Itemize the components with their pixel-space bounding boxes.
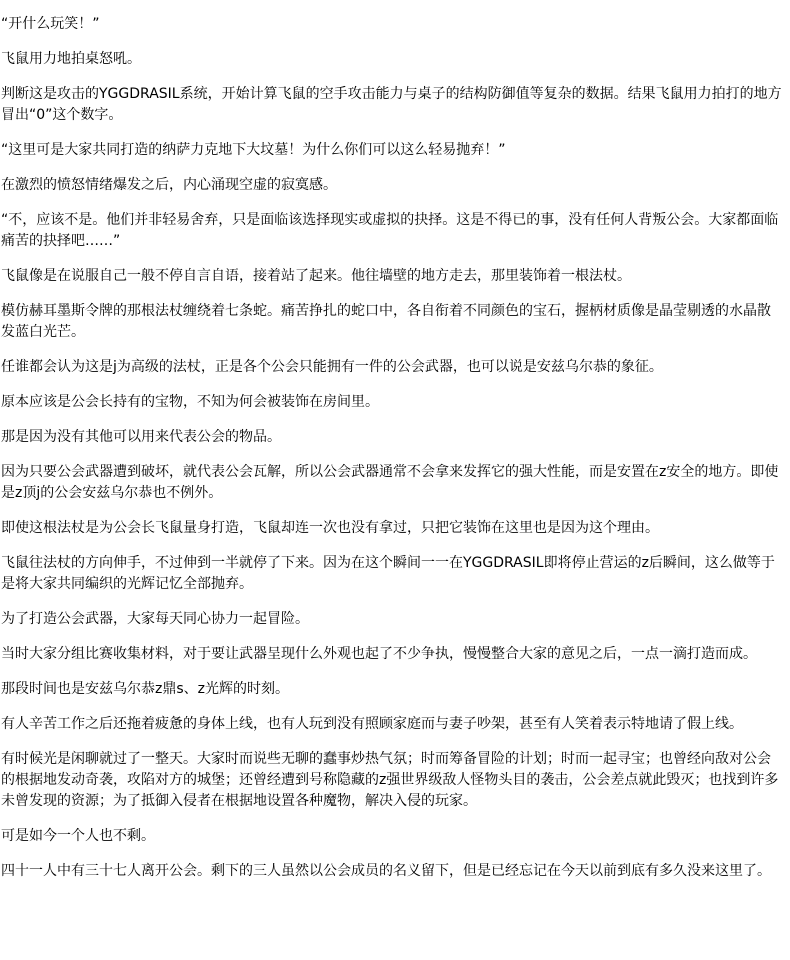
paragraph-6: “不，应该不是。他们并非轻易舍弃，只是面临该选择现实或虚拟的抉择。这是不得已的事，没有任何人背叛公会。大家都面临痛苦的抉择吧……” (1, 212, 779, 249)
paragraph-19: 有时候光是闲聊就过了一整天。大家时而说些无聊的蠢事炒热气氛；时而筹备冒险的计划；时而一起寻宝；也曾经向敌对公会的根据地发动奇袭，攻陷对方的城堡；还曾经遭到号称隐藏的z强世界级敌人怪物头目的袭击，公会差点就此毁灭；也找到许多未曾发现的资源；为了抵御入侵者在根据地设置各种魔物，解决入侵的玩家。 (1, 751, 779, 809)
paragraph-17: 那段时间也是安兹乌尔恭z鼎s、z光辉的时刻。 (1, 681, 289, 697)
paragraph-8: 模仿赫耳墨斯令牌的那根法杖缠绕着七条蛇。痛苦挣扎的蛇口中，各自衔着不同颜色的宝石，握柄材质像是晶莹剔透的水晶散发蓝白光芒。 (1, 303, 771, 340)
paragraph-1: “开什么玩笑！” (1, 16, 100, 32)
paragraph-10: 原本应该是公会长持有的宝物，不知为何会被装饰在房间里。 (1, 394, 379, 410)
paragraph-20: 可是如今一个人也不剩。 (1, 828, 155, 844)
paragraph-12: 因为只要公会武器遭到破坏，就代表公会瓦解，所以公会武器通常不会拿来发挥它的强大性能，而是安置在z安全的地方。即使是z顶j的公会安兹乌尔恭也不例外。 (1, 464, 779, 501)
paragraph-9: 任谁都会认为这是j为高级的法杖，正是各个公会只能拥有一件的公会武器，也可以说是安兹乌尔恭的象征。 (1, 359, 663, 375)
paragraph-2: 飞鼠用力地拍桌怒吼。 (1, 51, 141, 67)
paragraph-18: 有人辛苦工作之后还拖着疲惫的身体上线，也有人玩到没有照顾家庭而与妻子吵架，甚至有人笑着表示特地请了假上线。 (1, 716, 743, 732)
paragraph-15: 为了打造公会武器，大家每天同心协力一起冒险。 (1, 611, 309, 627)
paragraph-5: 在激烈的愤怒情绪爆发之后，内心涌现空虚的寂寞感。 (1, 177, 337, 193)
paragraph-7: 飞鼠像是在说服自己一般不停自言自语，接着站了起来。他往墙壁的地方走去，那里装饰着一根法杖。 (1, 268, 631, 284)
paragraph-13: 即使这根法杖是为公会长飞鼠量身打造，飞鼠却连一次也没有拿过，只把它装饰在这里也是因为这个理由。 (1, 520, 659, 536)
paragraph-14: 飞鼠往法杖的方向伸手，不过伸到一半就停了下来。因为在这个瞬间一一在YGGDRASIL即将停止营运的z后瞬间，这么做等于是将大家共同编织的光辉记忆全部抛弃。 (1, 555, 775, 592)
paragraph-16: 当时大家分组比赛收集材料，对于要让武器呈现什么外观也起了不少争执，慢慢整合大家的意见之后，一点一滴打造而成。 (1, 646, 757, 662)
paragraph-21: 四十一人中有三十七人离开公会。剩下的三人虽然以公会成员的名义留下，但是已经忘记在今天以前到底有多久没来这里了。 (1, 863, 771, 879)
paragraph-4: “这里可是大家共同打造的纳萨力克地下大坟墓！为什么你们可以这么轻易抛弃！” (1, 142, 506, 158)
paragraph-11: 那是因为没有其他可以用来代表公会的物品。 (1, 429, 281, 445)
paragraph-3: 判断这是攻击的YGGDRASIL系统，开始计算飞鼠的空手攻击能力与桌子的结构防御值等复杂的数据。结果飞鼠用力拍打的地方冒出“0”这个数字。 (1, 86, 782, 123)
